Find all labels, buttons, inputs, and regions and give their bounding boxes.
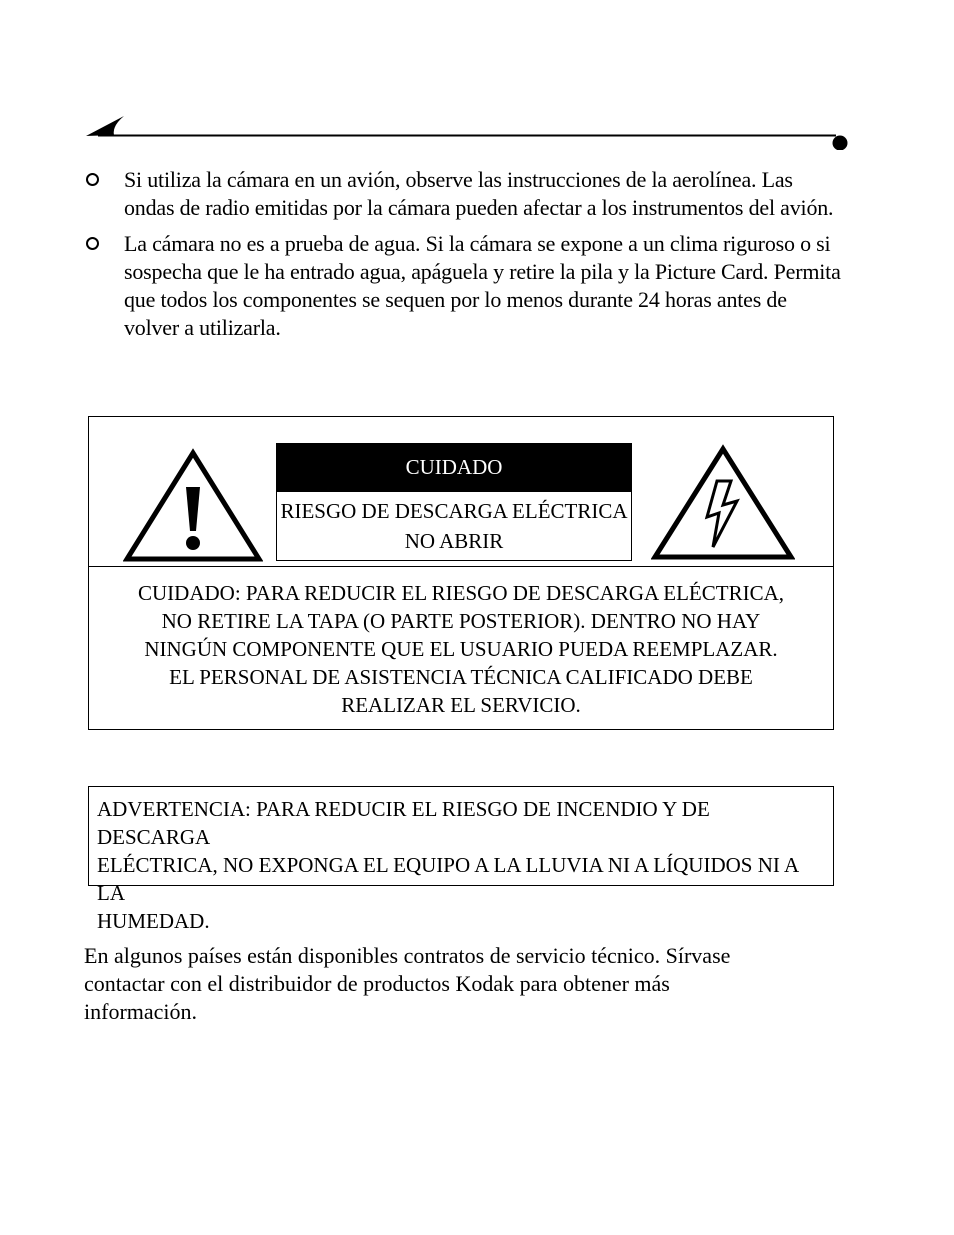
caution-label-line1: RIESGO DE DESCARGA ELÉCTRICA <box>280 499 628 523</box>
hollow-circle-bullet-icon <box>86 173 99 186</box>
caution-label-body <box>277 492 631 556</box>
bullet-text-airplane: Si utiliza la cámara en un avión, observe las instrucciones de la aerolínea. Las ondas de radio emitidas por la cámara pueden afectar a los instrumentos del avión. <box>124 167 834 220</box>
service-contract-paragraph <box>84 942 824 1026</box>
paragraph-line: contactar con el distribuidor de productos Kodak para obtener más <box>84 971 670 996</box>
caution-line: CUIDADO: PARA REDUCIR EL RIESGO DE DESCARGA ELÉCTRICA, <box>138 581 784 605</box>
caution-line: NO RETIRE LA TAPA (O PARTE POSTERIOR). DENTRO NO HAY <box>161 609 761 633</box>
warning-exclamation-triangle-icon <box>123 447 263 563</box>
list-item <box>84 230 844 342</box>
paragraph-line: información. <box>84 999 198 1024</box>
caution-line: REALIZAR EL SERVICIO. <box>341 693 581 717</box>
caution-box <box>88 416 834 730</box>
warning-line: HUMEDAD. <box>97 909 210 933</box>
paragraph-line: En algunos países están disponibles contratos de servicio técnico. Sírvase <box>84 943 731 968</box>
precautions-list <box>84 166 844 350</box>
caution-label-header: CUIDADO <box>277 444 631 492</box>
warning-box <box>88 786 834 933</box>
caution-line: EL PERSONAL DE ASISTENCIA TÉCNICA CALIFICADO DEBE <box>169 665 753 689</box>
hollow-circle-bullet-icon <box>86 237 99 250</box>
caution-label-line2: NO ABRIR <box>404 529 504 553</box>
caution-statement <box>89 579 833 719</box>
bullet-text-water: La cámara no es a prueba de agua. Si la cámara se expone a un clima riguroso o si sospecha que le ha entrado agua, apáguela y retire la pila y la Picture Card. Permita que todos los componentes se sequen por lo menos durante 24 horas antes de volver a utilizarla. <box>124 231 841 340</box>
list-item <box>84 166 844 222</box>
header-swoosh-rule-icon <box>84 110 854 150</box>
caution-label <box>276 443 632 561</box>
warning-line: ADVERTENCIA: PARA REDUCIR EL RIESGO DE INCENDIO Y DE DESCARGA <box>97 797 710 849</box>
caution-line: NINGÚN COMPONENTE QUE EL USUARIO PUEDA REEMPLAZAR. <box>144 637 778 661</box>
electric-shock-triangle-icon <box>651 443 795 563</box>
caution-symbols-row <box>89 417 833 567</box>
warning-line: ELÉCTRICA, NO EXPONGA EL EQUIPO A LA LLUVIA NI A LÍQUIDOS NI A LA <box>97 853 798 905</box>
